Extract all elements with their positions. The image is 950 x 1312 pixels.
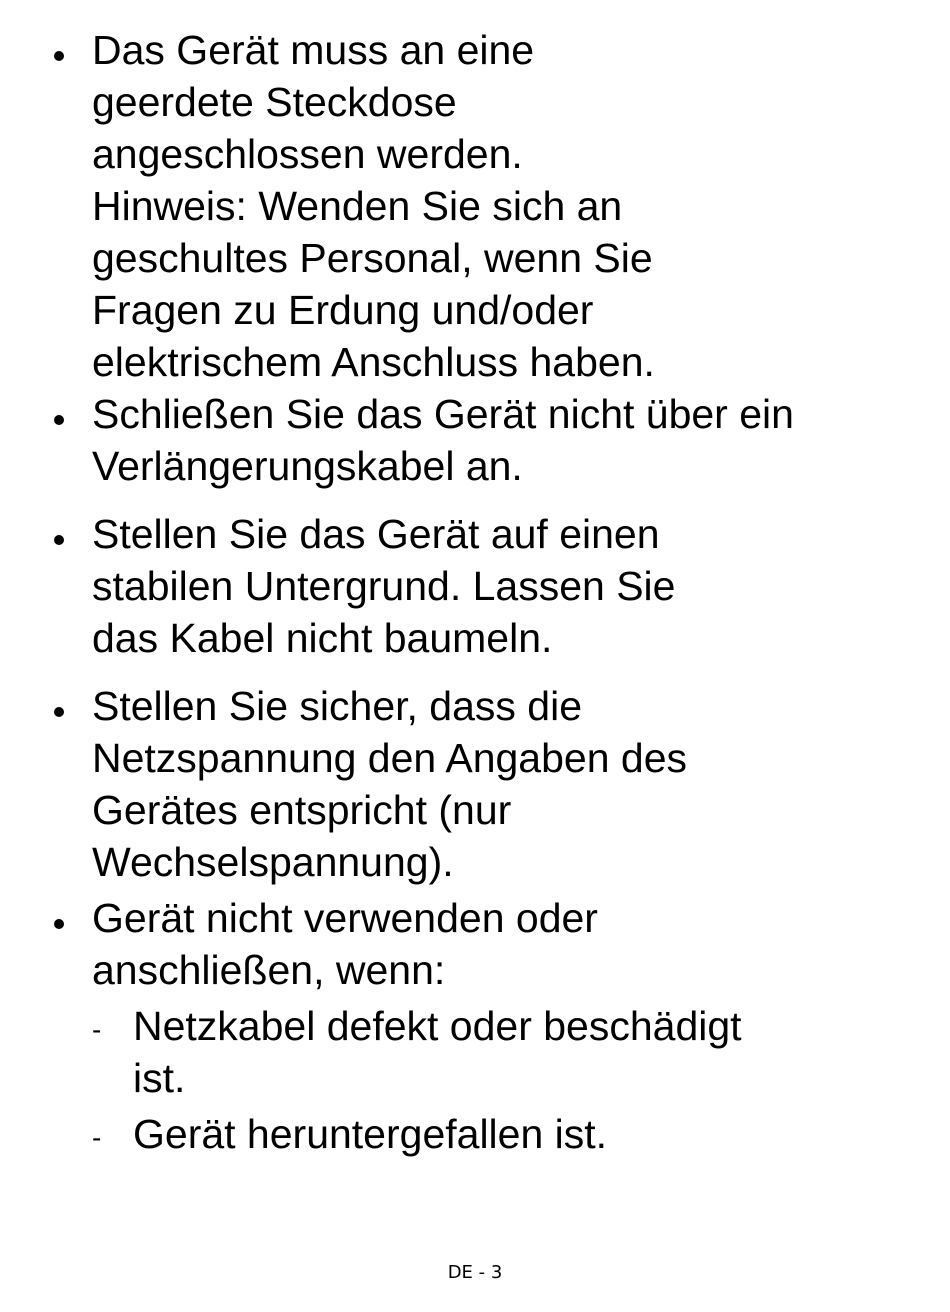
list-item-text: Das Gerät muss an eine geerdete Steckdose angeschlossen werden. Hinweis: Wenden Sie sich an geschultes Personal, wenn Sie Fragen zu Erdung und/oder elektrischem Anschluss haben.	[92, 27, 655, 385]
dash-marker: -	[92, 1014, 102, 1045]
list-item-text: Gerät nicht verwenden oder anschließen, wenn:	[92, 895, 598, 993]
bullet-dot	[54, 51, 64, 61]
list-item-text: Stellen Sie sicher, dass die Netzspannung den Angaben des Gerätes entspricht (nur Wechselspannung).	[92, 683, 688, 885]
list-item-text: Stellen Sie das Gerät auf einen stabilen Untergrund. Lassen Sie das Kabel nicht baumeln.	[92, 511, 676, 661]
bullet-dot	[54, 919, 64, 929]
bullet-dot	[54, 535, 64, 545]
sub-list-item-text: Netzkabel defekt oder beschädigt ist.	[133, 1003, 742, 1101]
dash-marker: -	[92, 1122, 102, 1153]
page-number: DE - 3	[447, 1262, 503, 1283]
list-item-text: Schließen Sie das Gerät nicht über ein Verlängerungskabel an.	[92, 391, 794, 489]
sub-list-item-text: Gerät heruntergefallen ist.	[133, 1111, 608, 1157]
bullet-dot	[54, 707, 64, 717]
bullet-dot	[54, 415, 64, 425]
